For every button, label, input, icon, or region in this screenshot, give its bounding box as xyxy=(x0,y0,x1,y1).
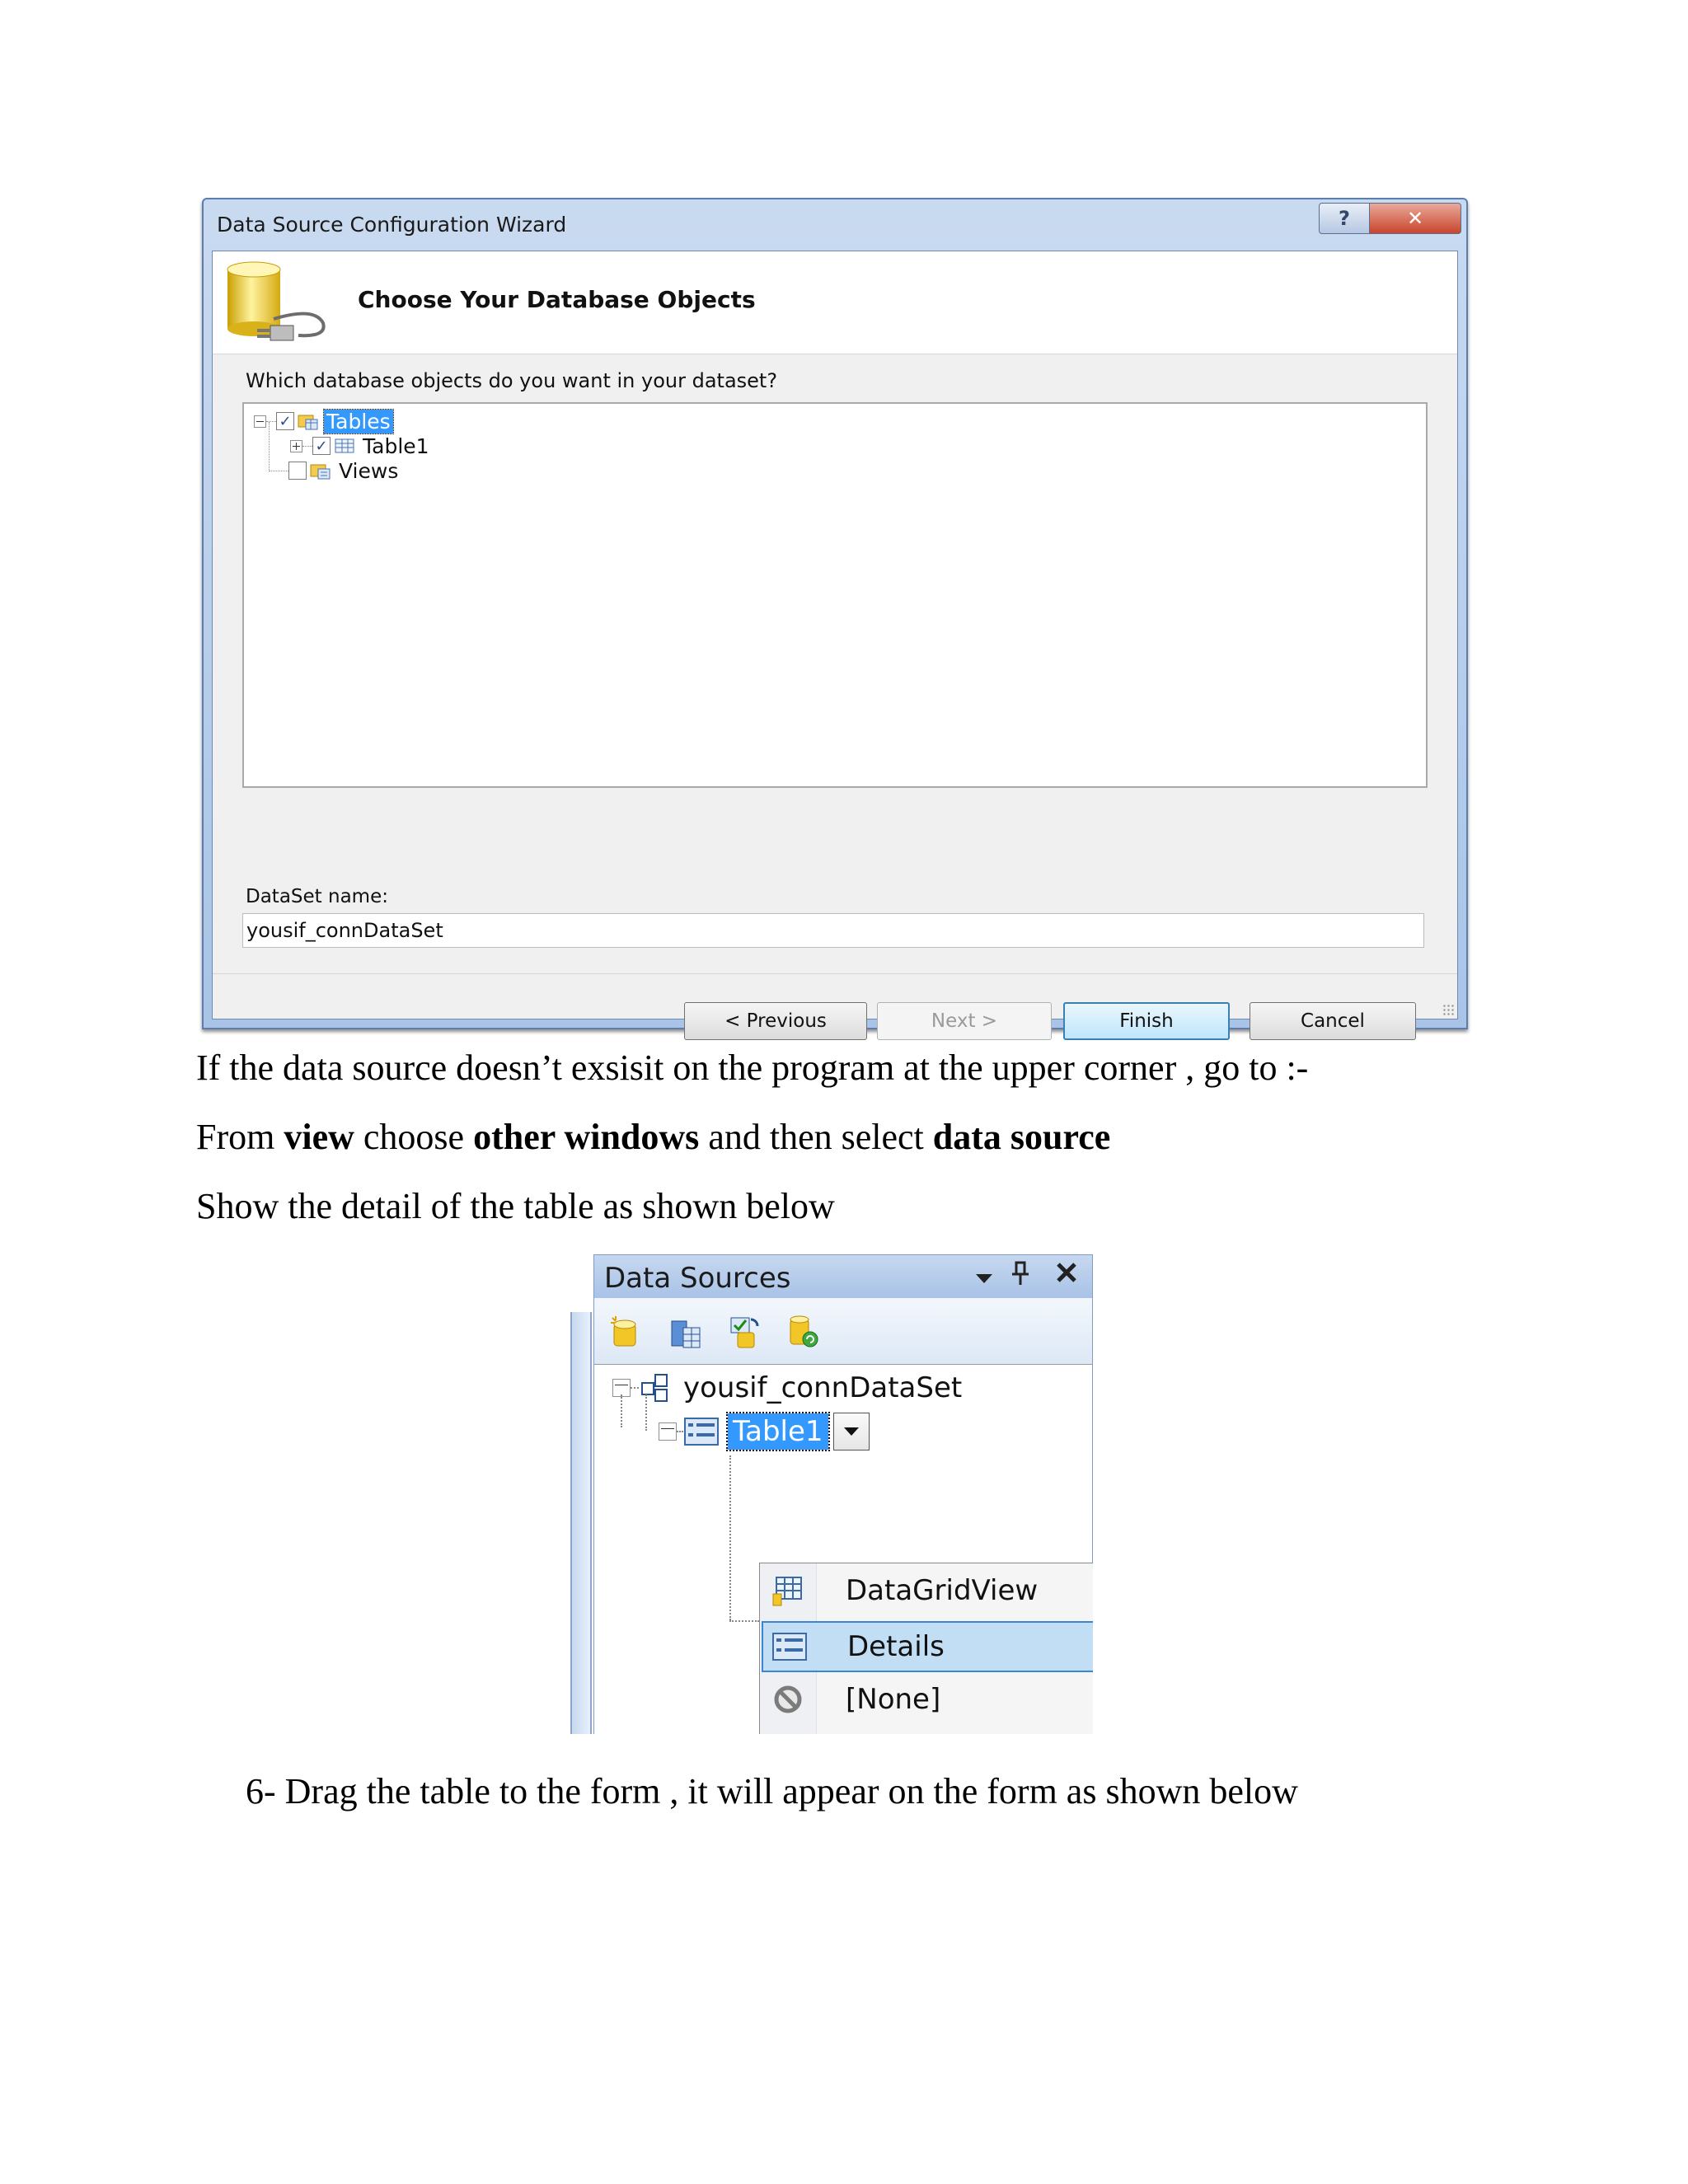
collapse-icon[interactable] xyxy=(254,415,266,428)
edit-dataset-designer-icon[interactable] xyxy=(667,1315,703,1351)
database-icon xyxy=(224,261,348,347)
folder-tables-icon xyxy=(298,410,319,432)
tree-node-dataset[interactable] xyxy=(612,1371,962,1404)
button-separator xyxy=(213,973,1457,974)
view-type-dropdown-button[interactable] xyxy=(833,1413,870,1451)
table1-node-label[interactable]: Table1 xyxy=(728,1413,828,1450)
cancel-button[interactable]: Cancel xyxy=(1250,1002,1416,1040)
data-sources-toolbar xyxy=(593,1298,1093,1365)
views-label: Views xyxy=(339,458,399,483)
title-buttons xyxy=(1319,203,1461,234)
dataset-name-input[interactable]: yousif_connDataSet xyxy=(242,913,1424,948)
data-sources-panel xyxy=(570,1254,1093,1734)
close-button[interactable]: ✕ xyxy=(1370,203,1461,234)
data-sources-header xyxy=(593,1254,1093,1299)
finish-button[interactable]: Finish xyxy=(1063,1002,1230,1040)
dataset-name-label: DataSet name: xyxy=(246,886,388,907)
question-text: Which database objects do you want in your dataset? xyxy=(246,369,778,392)
table1-label: Table1 xyxy=(363,434,429,458)
tables-checkbox[interactable]: ✓ xyxy=(276,412,294,430)
close-icon[interactable] xyxy=(1054,1260,1079,1291)
chevron-down-icon xyxy=(842,1426,860,1437)
header-title: Choose Your Database Objects xyxy=(358,286,756,313)
wizard-dialog xyxy=(202,198,1468,1032)
menu-item-details[interactable] xyxy=(762,1621,1093,1672)
add-data-source-icon[interactable] xyxy=(607,1315,644,1351)
menu-item-none[interactable] xyxy=(762,1674,1093,1725)
instruction-line-3: Show the detail of the table as shown below xyxy=(196,1186,835,1226)
menu-item-datagridview[interactable] xyxy=(762,1565,1093,1616)
details-label: Details xyxy=(847,1630,945,1663)
datagridview-icon xyxy=(762,1574,814,1607)
wizard-title: Data Source Configuration Wizard xyxy=(217,213,567,237)
expand-icon[interactable] xyxy=(290,440,302,452)
table1-checkbox[interactable]: ✓ xyxy=(312,437,331,455)
instruction-line-1: If the data source doesn’t exsisit on the program at the upper corner , go to :- xyxy=(196,1047,1309,1088)
help-button[interactable]: ? xyxy=(1319,203,1370,234)
view-type-menu xyxy=(759,1563,1093,1734)
tree-node-views[interactable] xyxy=(269,458,401,483)
views-checkbox[interactable] xyxy=(288,462,307,480)
datagridview-label: DataGridView xyxy=(846,1574,1039,1607)
wizard-header xyxy=(213,251,1457,354)
instruction-line-2: From view choose other windows and then select data source xyxy=(196,1117,1111,1157)
refresh-data-source-icon[interactable] xyxy=(785,1315,822,1351)
pin-icon[interactable] xyxy=(1010,1260,1031,1293)
data-sources-title: Data Sources xyxy=(604,1262,791,1295)
wizard-content xyxy=(212,251,1458,1032)
resize-grip-icon[interactable] xyxy=(1442,1004,1454,1015)
collapse-icon[interactable] xyxy=(659,1422,677,1441)
data-sources-tree[interactable] xyxy=(593,1365,1093,1734)
dataset-node-label: yousif_connDataSet xyxy=(683,1371,963,1404)
tree-node-table1[interactable] xyxy=(290,434,432,458)
previous-button[interactable]: < Previous xyxy=(684,1002,867,1040)
configure-dataset-icon[interactable] xyxy=(726,1315,762,1351)
dropdown-arrow-icon[interactable] xyxy=(973,1263,995,1295)
details-icon xyxy=(763,1630,816,1663)
database-objects-tree[interactable] xyxy=(242,402,1428,788)
dataset-icon xyxy=(639,1371,672,1404)
details-view-icon xyxy=(683,1415,720,1448)
tree-node-tables[interactable] xyxy=(254,409,393,434)
next-button[interactable]: Next > xyxy=(877,1002,1052,1040)
instruction-line-4: 6- Drag the table to the form , it will appear on the form as shown below xyxy=(246,1771,1298,1811)
table-icon xyxy=(334,435,355,457)
panel-left-edge xyxy=(570,1312,592,1734)
tree-node-table1[interactable] xyxy=(659,1413,870,1451)
tables-label: Tables xyxy=(324,410,393,434)
none-icon xyxy=(762,1683,814,1716)
none-label: [None] xyxy=(846,1683,941,1716)
folder-views-icon xyxy=(310,460,331,481)
